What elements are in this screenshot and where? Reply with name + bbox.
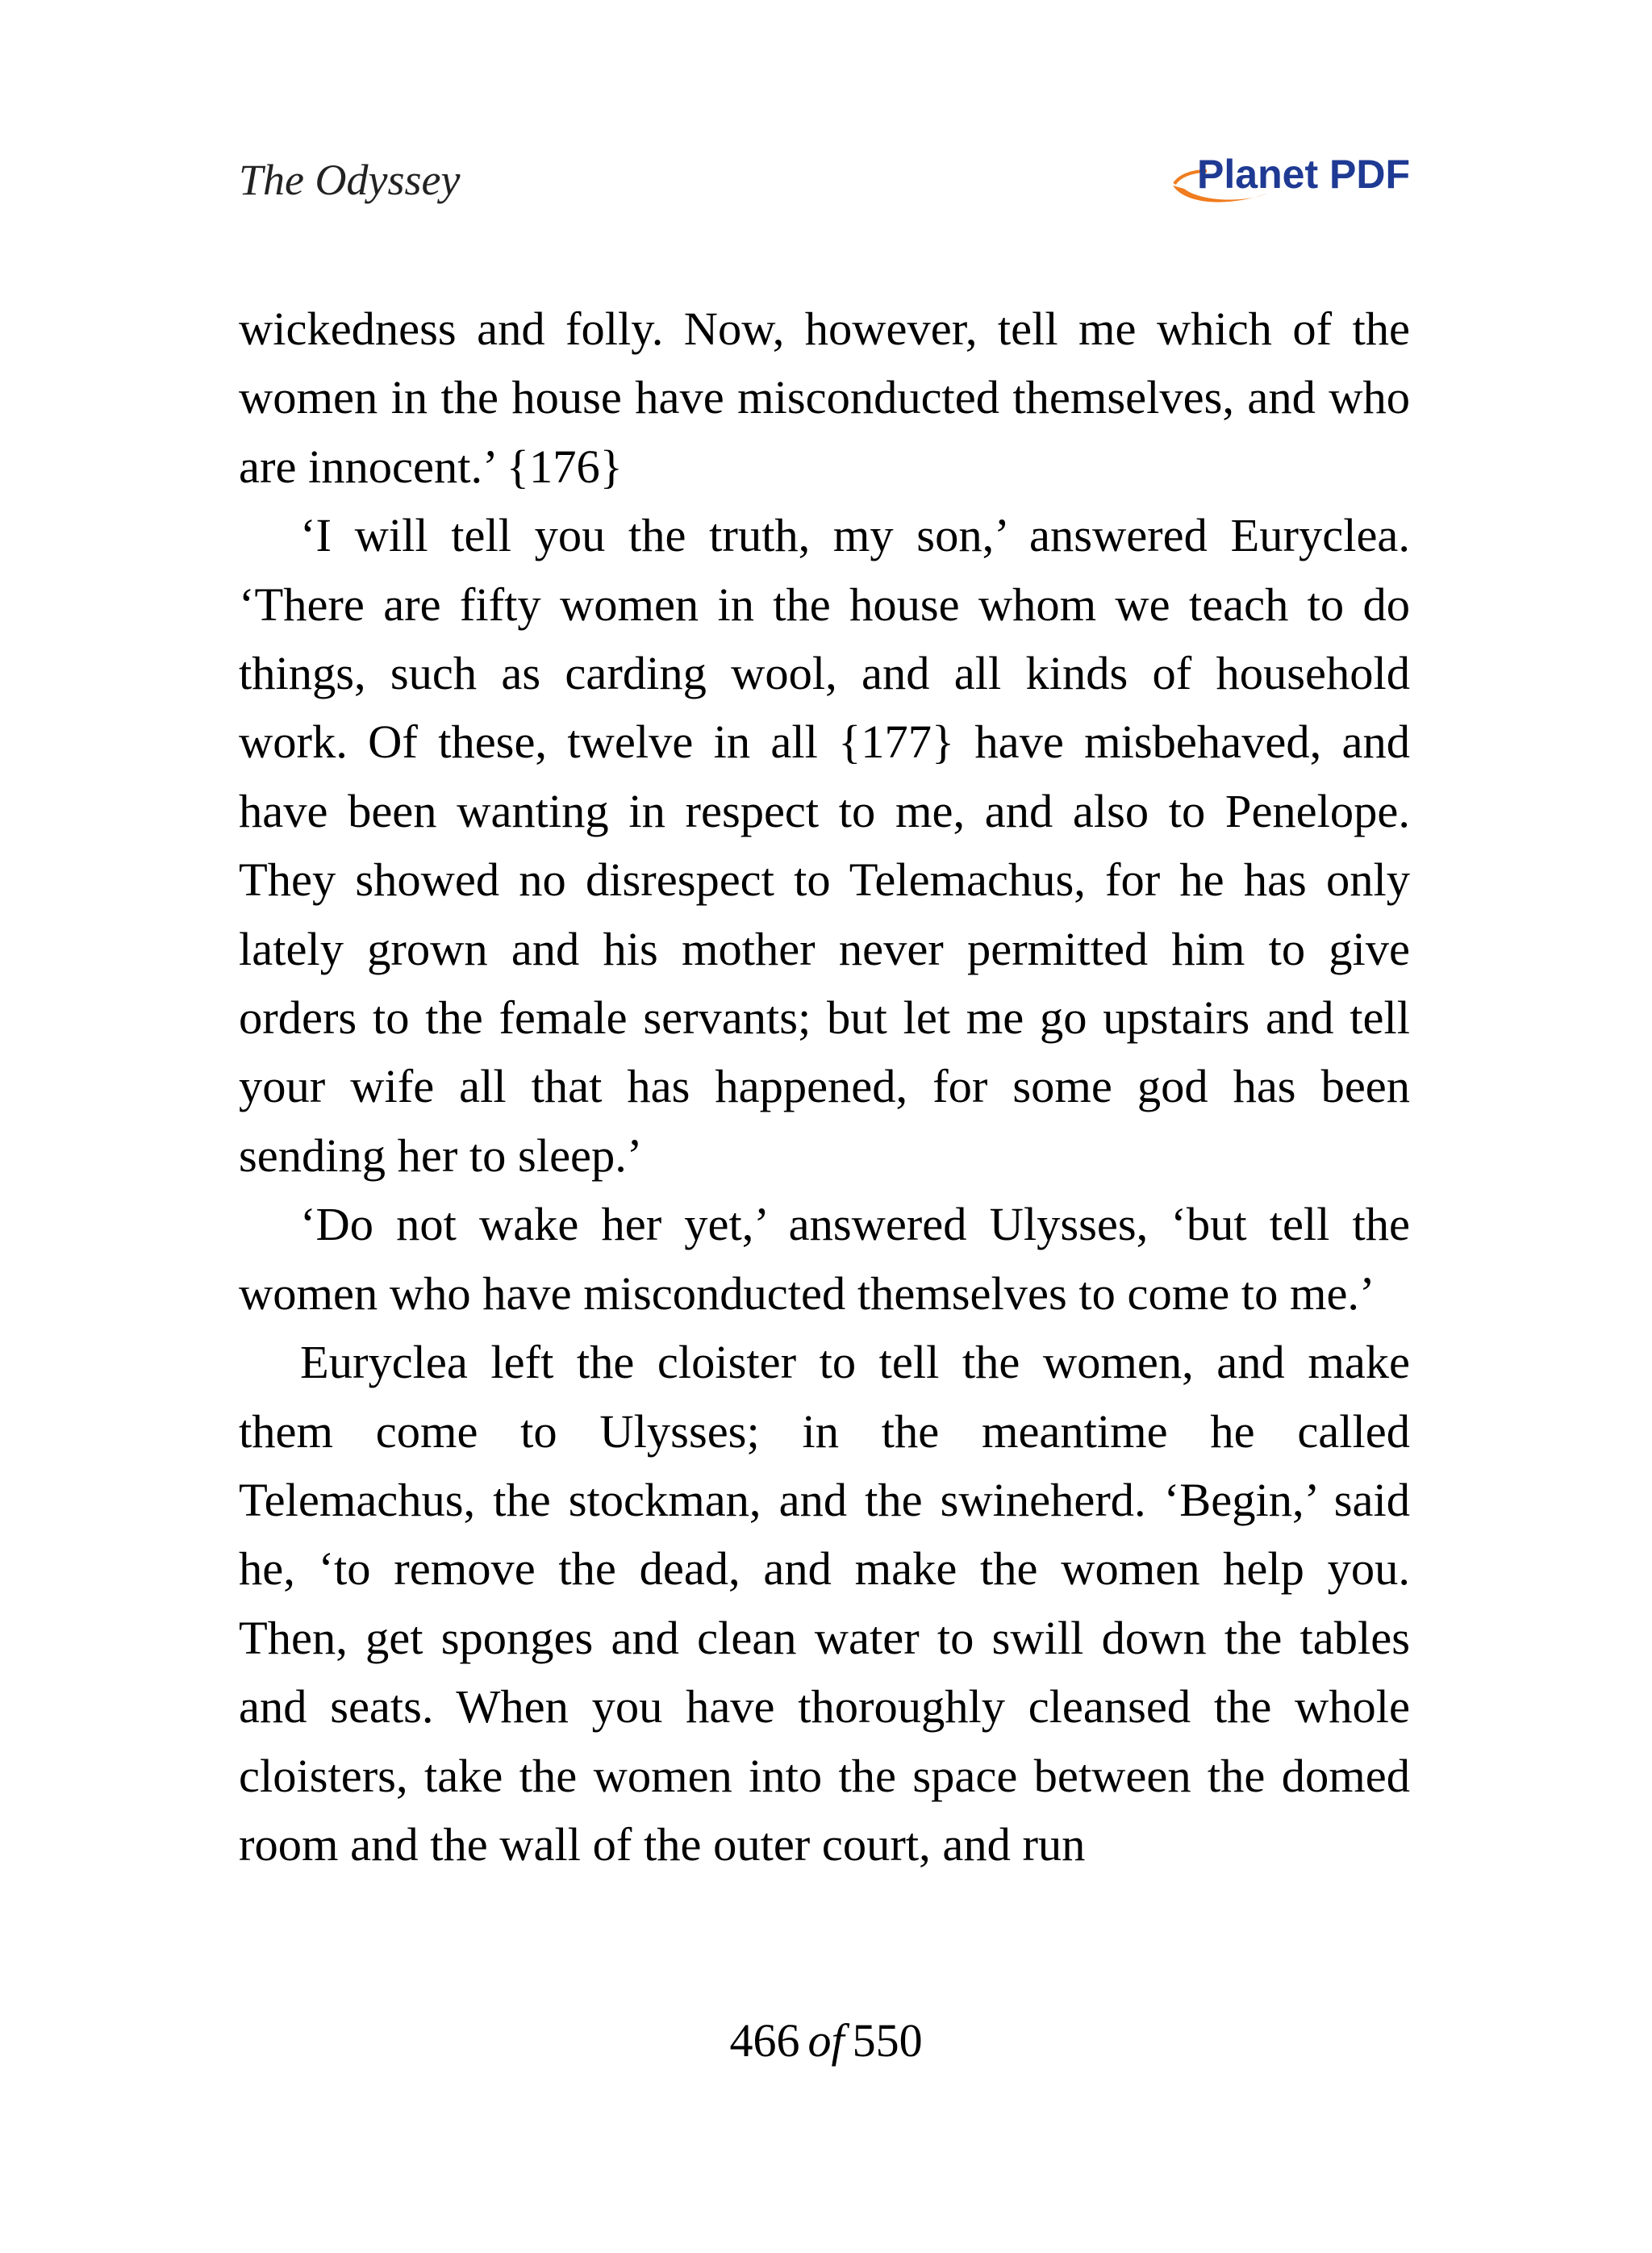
paragraph: Euryclea left the cloister to tell the women, and make them come to Ulysses; in the meantime he called Telemachus, the stockman, and the swineherd. ‘Begin,’ said he, ‘to remove the dead, and make the women help you. Then, get sponges and clean water to swill down the tables and seats. When you have thoroughly cleansed the whole cloisters, take the women into the space between the domed room and the wall of the outer court, and run xyxy=(239,1336,1410,1871)
book-title: The Odyssey xyxy=(239,156,461,204)
paragraph: ‘Do not wake her yet,’ answered Ulysses, ‘but tell the women who have misconducted themselves to come to me.’ xyxy=(239,1198,1410,1320)
paragraph: ‘I will tell you the truth, my son,’ answered Euryclea. ‘There are fifty women in the house whom we teach to do things, such as carding wool, and all kinds of household work. Of these, twelve in all {177} have misbehaved, and have been wanting in respect to me, and also to Penelope. They showed no disrespect to Telemachus, for he has only lately grown and his mother never permitted him to give orders to the female servants; but let me go upstairs and tell your wife all that has happened, for some god has been sending her to sleep.’ xyxy=(239,509,1410,1182)
page-header xyxy=(239,144,1410,232)
page-body xyxy=(239,294,1410,1879)
of-label: of xyxy=(807,2014,845,2067)
page-number xyxy=(0,2009,1652,2073)
paragraph-continued: wickedness and folly. Now, however, tell me which of the women in the house have misconducted themselves, and who are innocent.’ {176} xyxy=(239,302,1410,493)
total-pages: 550 xyxy=(852,2014,923,2067)
planet-pdf-logo[interactable] xyxy=(1168,144,1410,216)
brand-name: Planet PDF xyxy=(1197,152,1410,197)
current-page: 466 xyxy=(729,2014,800,2067)
